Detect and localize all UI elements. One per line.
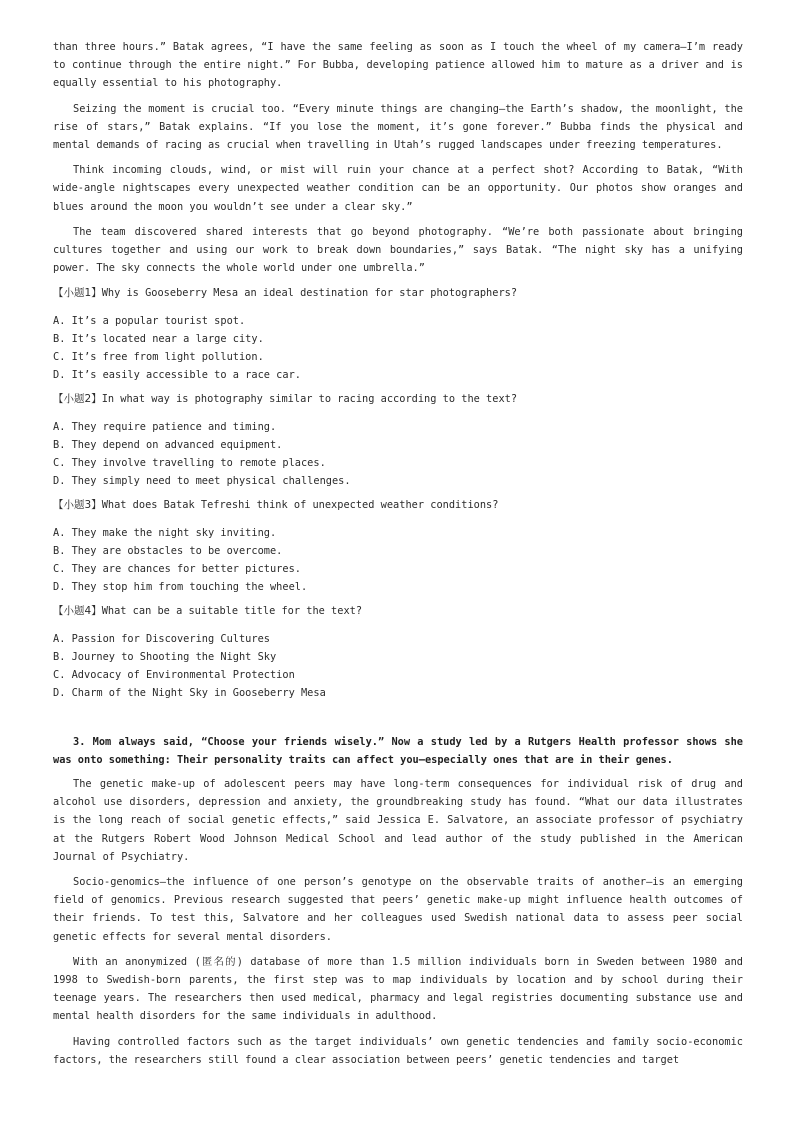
question-4-tag: 【小题4】 [53, 605, 102, 618]
question-2 [53, 390, 743, 490]
section-3-paragraph-2: Socio-genomics—the influence of one person’s genotype on the observable traits of another—is an emerging field of genomics. Previous research suggested that peers’ genetic make-up might influence health outcomes of their friends. To test this, Salvatore and her colleagues used Swedish national data to assess peer social genetic effects for several mental disorders. [53, 875, 743, 943]
section-3-paragraph-3: With an anonymized (匿名的) database of more than 1.5 million individuals born in Sweden between 1980 and 1998 to Swedish-born parents, the first step was to map individuals by location and by school during their teenage years. The researchers then used medical, pharmacy and legal registries documenting substance use and mental health disorders for the same individuals in adulthood. [53, 955, 743, 1023]
question-3-stem [53, 496, 743, 514]
passage-paragraph-2: Seizing the moment is crucial too. “Every minute things are changing—the Earth’s shadow, the moonlight, the rise of stars,” Batak explains. “If you lose the moment, it’s gone forever.” Bubba finds the physical and mental demands of racing as crucial when travelling in Utah’s rugged landscapes under freezing temperatures. [53, 102, 743, 152]
option-2b: B. They depend on advanced equipment. [53, 438, 283, 451]
option-4d: D. Charm of the Night Sky in Gooseberry Mesa [53, 687, 326, 700]
option-3a: A. They make the night sky inviting. [53, 526, 277, 539]
option-4b: B. Journey to Shooting the Night Sky [53, 650, 277, 663]
section-3-paragraph-4: Having controlled factors such as the target individuals’ own genetic tendencies and family socio-economic factors, the researchers still found a clear association between peers’ genetic tendencies and target [53, 1035, 743, 1066]
question-4 [53, 602, 743, 702]
question-4-text: What can be a suitable title for the text? [101, 605, 363, 618]
question-4-stem [53, 602, 743, 620]
option-2c: C. They involve travelling to remote places. [53, 457, 326, 470]
question-2-tag: 【小题2】 [53, 393, 102, 406]
section-3-heading: 3. Mom always said, “Choose your friends wisely.” Now a study led by a Rutgers Health professor shows she was onto something: Their personality traits can affect you—especially ones that are in their genes. [53, 735, 743, 766]
passage-paragraph-4: The team discovered shared interests that go beyond photography. “We’re both passionate about bringing cultures together and using our work to break down boundaries,” says Batak. “The night sky has a unifying power. The sky connects the whole world under one umbrella.” [53, 225, 743, 275]
option-2d: D. They simply need to meet physical challenges. [53, 475, 351, 488]
passage-paragraph-1: than three hours.” Batak agrees, “I have the same feeling as soon as I touch the wheel of my camera—I’m ready to continue through the entire night.” For Bubba, developing patience allowed him to mature as a driver and is equally essential to his photography. [53, 41, 743, 90]
passage-paragraph-3: Think incoming clouds, wind, or mist will ruin your chance at a perfect shot? According to Batak, “With wide-angle nightscapes every unexpected weather condition can be an opportunity. Our photos show oranges and blues around the moon you wouldn’t see under a clear sky.” [53, 164, 743, 213]
option-3c: C. They are chances for better pictures. [53, 563, 301, 576]
question-2-text: In what way is photography similar to racing according to the text? [101, 393, 518, 406]
question-1-stem [53, 284, 743, 302]
question-3-text: What does Batak Tefreshi think of unexpected weather conditions? [101, 499, 499, 512]
document-page [53, 38, 743, 1076]
option-1a: A. It’s a popular tourist spot. [53, 314, 246, 327]
option-2a: A. They require patience and timing. [53, 420, 277, 433]
question-1-text: Why is Gooseberry Mesa an ideal destination for star photographers? [101, 287, 518, 300]
option-1d: D. It’s easily accessible to a race car. [53, 369, 301, 382]
question-2-options [53, 418, 743, 491]
section-3-paragraph-1: The genetic make-up of adolescent peers may have long-term consequences for individual risk of drug and alcohol use disorders, depression and anxiety, the groundbreaking study has found. “What our data illustrates is the long reach of social genetic effects,” said Jessica E. Salvatore, an associate professor of psychiatry at the Rutgers Robert Wood Johnson Medical School and lead author of the study published in the American Journal of Psychiatry. [53, 777, 743, 863]
option-4a: A. Passion for Discovering Cultures [53, 632, 270, 645]
question-4-options [53, 630, 743, 703]
option-3b: B. They are obstacles to be overcome. [53, 544, 283, 557]
question-3-options [53, 524, 743, 597]
question-1-tag: 【小题1】 [53, 287, 102, 300]
option-1b: B. It’s located near a large city. [53, 332, 264, 345]
option-4c: C. Advocacy of Environmental Protection [53, 669, 295, 682]
question-2-stem [53, 390, 743, 408]
option-3d: D. They stop him from touching the wheel. [53, 581, 308, 594]
question-3-tag: 【小题3】 [53, 499, 102, 512]
question-1-options [53, 312, 743, 385]
option-1c: C. It’s free from light pollution. [53, 351, 264, 364]
question-3 [53, 496, 743, 596]
question-1 [53, 284, 743, 384]
